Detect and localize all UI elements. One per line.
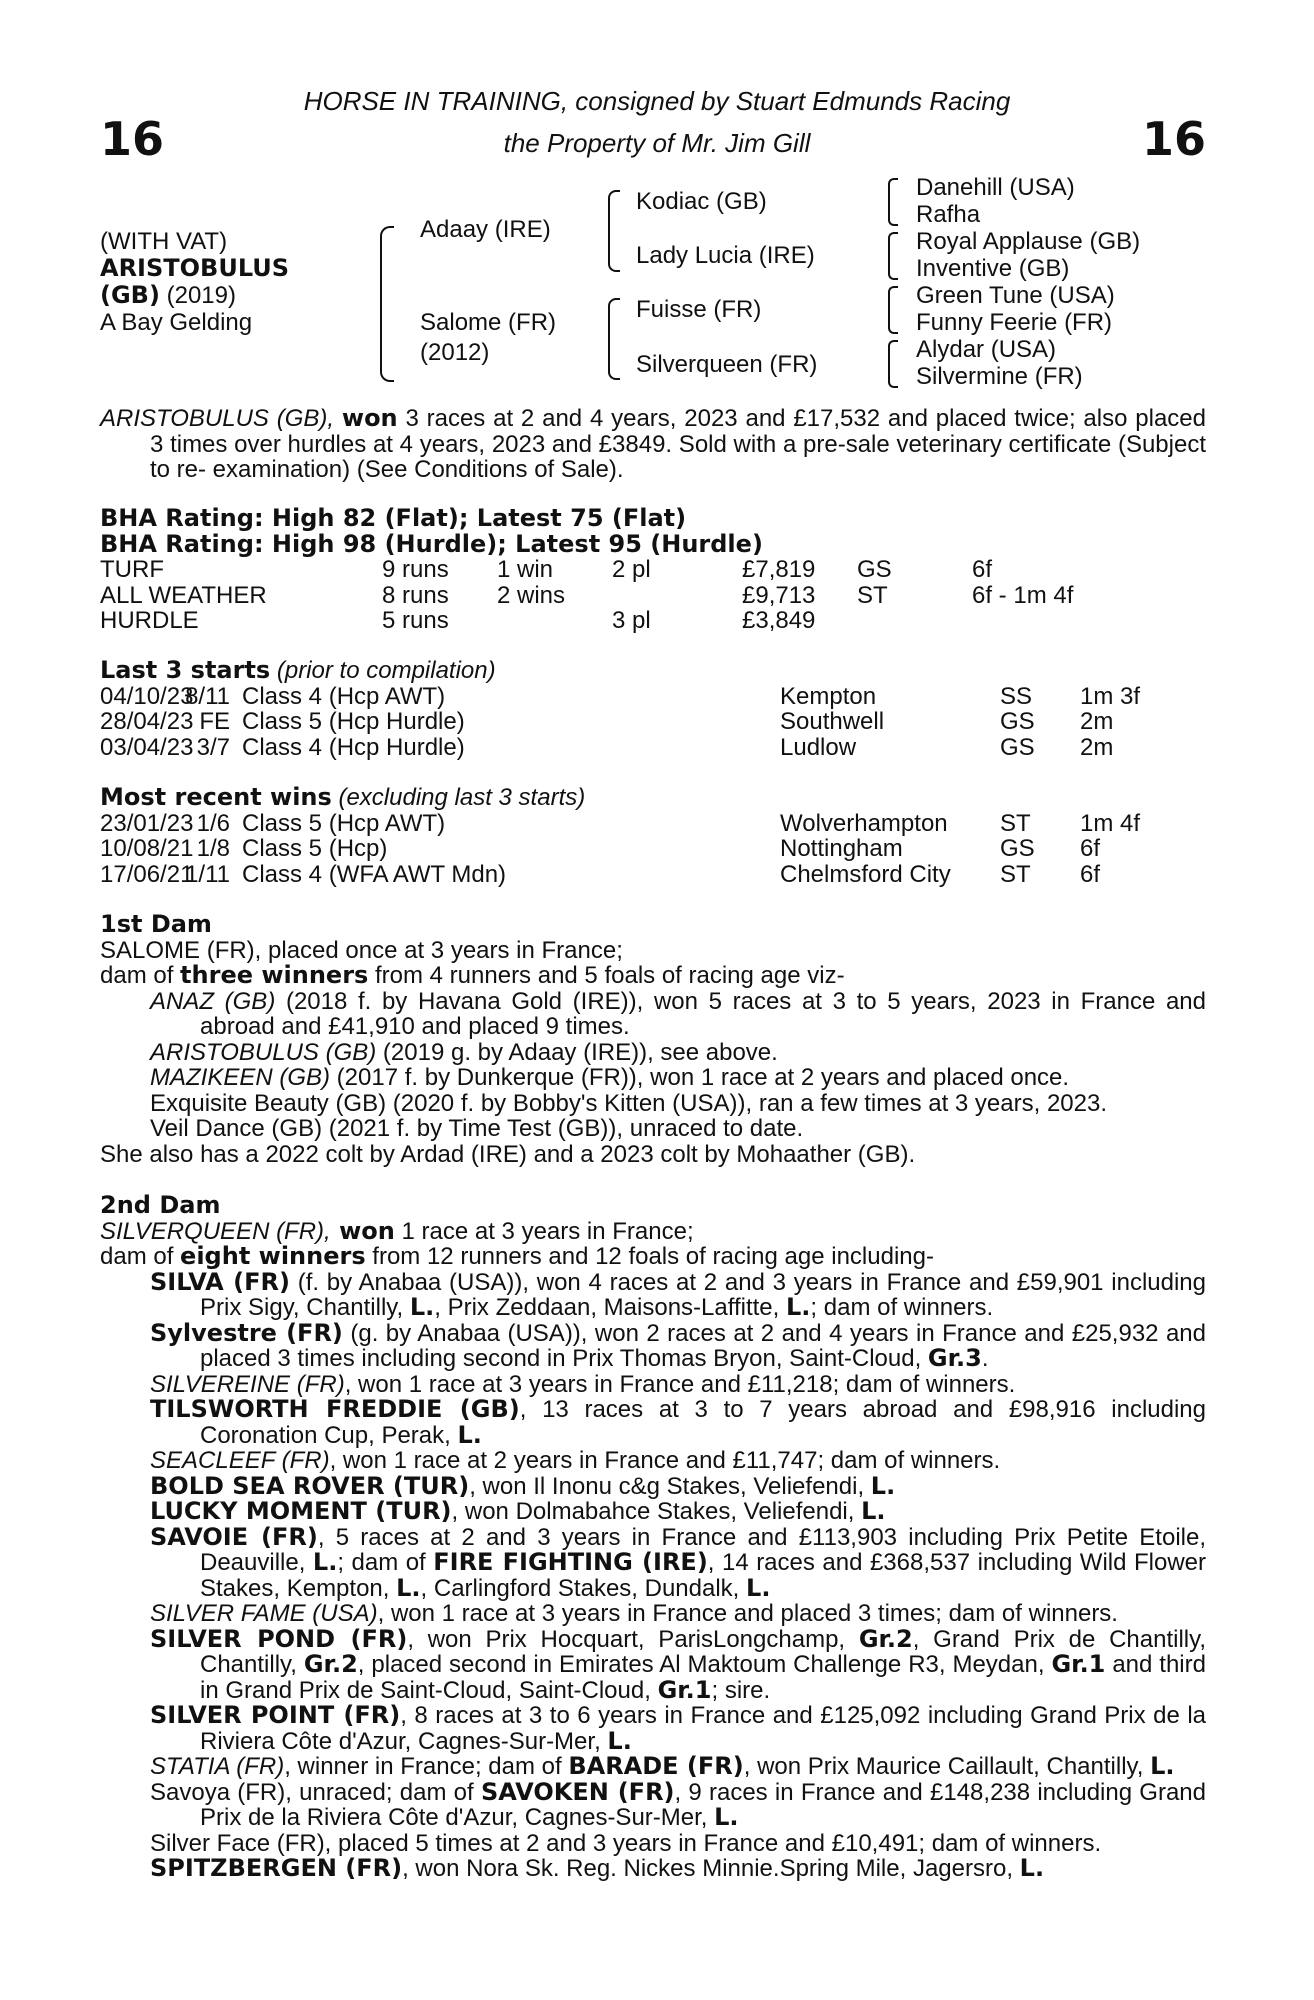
ratings-row: HURDLE 5 runs 3 pl £3,849 bbox=[100, 607, 816, 634]
offspring-item: LUCKY MOMENT (TUR), won Dolmabahce Stakes, Veliefendi, L. bbox=[150, 1497, 886, 1525]
second-dam-line: SILVERQUEEN (FR), won 1 race at 3 years in France; bbox=[100, 1216, 694, 1245]
pedigree-brace-g2 bbox=[888, 232, 898, 280]
pedigree-g2: Rafha bbox=[916, 201, 981, 228]
offspring-item: ANAZ (GB) (2018 f. by Havana Gold (IRE)), won 5 races at 3 to 5 years, 2023 in France and abroad and £41,910 and placed 9 times. bbox=[150, 987, 1206, 1040]
offspring-item: Silver Face (FR), placed 5 times at 2 and 3 years in France and £10,491; dam of winners. bbox=[150, 1829, 1102, 1857]
horse-year: (2019) bbox=[159, 282, 236, 309]
second-dam-offspring bbox=[100, 1267, 1207, 1398]
first-dam-note: She also has a 2022 colt by Ardad (IRE) and a 2023 colt by Mohaather (GB). bbox=[100, 1140, 916, 1168]
pedigree-g8: Silvermine (FR) bbox=[916, 363, 1083, 390]
last-3-starts: Last 3 starts (prior to compilation) 04/10/23 8/11 Class 4 (Hcp AWT) Kempton SS 1m 3f 28/04/23 FE Class 5 (Hcp Hurdle) Southwell GS 2m 03/04/23 3/7 Class 4 (Hcp Hurdle) Ludlow GS 2m bbox=[100, 658, 1206, 760]
pedigree-sire: Adaay (IRE) bbox=[420, 216, 551, 243]
grand-offspring bbox=[100, 1856, 1206, 1882]
bha-rating-flat: BHA Rating: High 82 (Flat); Latest 75 (Flat) bbox=[100, 504, 687, 532]
most-recent-wins: Most recent wins (excluding last 3 starts) 23/01/23 1/6 Class 5 (Hcp AWT) Wolverhampton ST 1m 4f 10/08/21 1/8 Class 5 (Hcp) Nottingham GS 6f 17/06/21 1/11 Class 4 (WFA AWT Mdn) Chelmsford City ST 6f bbox=[100, 785, 1206, 887]
second-dam bbox=[100, 1193, 1206, 1882]
win-row: 10/08/21 1/8 Class 5 (Hcp) Nottingham GS 6f bbox=[100, 835, 1101, 862]
offspring-item: TILSWORTH FREDDIE (GB), 13 races at 3 to 7 years abroad and £98,916 including Coronation Cup, Perak, L. bbox=[150, 1395, 1206, 1449]
bha-rating-hurdle: BHA Rating: High 98 (Hurdle); Latest 95 (Hurdle) bbox=[100, 529, 763, 558]
offspring-item: Veil Dance (GB) (2021 f. by Time Test (GB)), unraced to date. bbox=[150, 1115, 804, 1142]
recent-wins-title: Most recent wins bbox=[100, 783, 332, 811]
start-row: 04/10/23 8/11 Class 4 (Hcp AWT) Kempton SS 1m 3f bbox=[100, 682, 1141, 710]
pedigree-g3: Royal Applause (GB) bbox=[916, 228, 1141, 255]
pedigree-brace-g1 bbox=[888, 178, 898, 226]
second-dam-title: 2nd Dam bbox=[100, 1191, 221, 1219]
lot-number-right: 16 bbox=[1141, 112, 1206, 166]
pedigree-g5: Green Tune (USA) bbox=[916, 282, 1115, 309]
last-3-title: Last 3 starts bbox=[100, 656, 271, 684]
horse-identity bbox=[100, 228, 289, 336]
offspring-list bbox=[100, 989, 1206, 1142]
vat-note: (WITH VAT) bbox=[100, 228, 228, 255]
win-row: 23/01/23 1/6 Class 5 (Hcp AWT) Wolverhampton ST 1m 4f bbox=[100, 809, 1141, 837]
win-row: 17/06/21 1/11 Class 4 (WFA AWT Mdn) Chelmsford City ST 6f bbox=[100, 860, 1101, 888]
lot-number-left: 16 bbox=[100, 112, 165, 166]
first-dam-line: SALOME (FR), placed once at 3 years in France; bbox=[100, 936, 623, 964]
pedigree-dam: Salome (FR) bbox=[420, 309, 557, 336]
pedigree-brace-main bbox=[380, 226, 394, 382]
pedigree-sire-sire: Kodiac (GB) bbox=[636, 188, 767, 215]
pedigree-dam-year: (2012) bbox=[420, 339, 490, 366]
offspring-item: SILVER FAME (USA), won 1 race at 3 years in France and placed 3 times; dam of winners. bbox=[150, 1600, 1118, 1627]
offspring-item: SILVER POND (FR), won Prix Hocquart, ParisLongchamp, Gr.2, Grand Prix de Chantilly, Chantilly, Gr.2, placed second in Emirates Al Maktoum Challenge R3, Meydan, Gr.1 and third in Grand Prix de Saint-Cloud, Saint-Cloud, Gr.1; sire. bbox=[150, 1624, 1206, 1704]
pedigree-brace-g4 bbox=[888, 340, 898, 388]
pedigree-sire-dam: Lady Lucia (IRE) bbox=[636, 242, 815, 269]
offspring-item: Sylvestre (FR) (g. by Anabaa (USA)), won 2 races at 2 and 4 years in France and £25,932 and placed 3 times including second in Prix Thomas Bryon, Saint-Cloud, Gr.3. bbox=[150, 1318, 1207, 1372]
pedigree-g6: Funny Feerie (FR) bbox=[916, 309, 1113, 336]
pedigree-brace-sire bbox=[608, 190, 620, 272]
race-summary: ARISTOBULUS (GB), won 3 races at 2 and 4 years, 2023 and £17,532 and placed twice; also placed 3 times over hurdles at 4 years, 2023 and £3849. Sold with a pre-sale veterinary certificate (Subject to re- examination) (See Conditions of Sale). bbox=[100, 404, 1206, 483]
pedigree-brace-dam bbox=[608, 298, 620, 380]
first-dam-title: 1st Dam bbox=[100, 910, 212, 938]
first-dam-produce: dam of three winners from 4 runners and 5 foals of racing age viz- bbox=[100, 961, 845, 989]
offspring-item: SEACLEEF (FR), won 1 race at 2 years in France and £11,747; dam of winners. bbox=[150, 1447, 1001, 1474]
second-dam-produce: dam of eight winners from 12 runners and 12 foals of racing age including- bbox=[100, 1242, 934, 1270]
horse-name: ARISTOBULUS bbox=[100, 254, 290, 282]
offspring-item: SILVEREINE (FR), won 1 race at 3 years in France and £11,218; dam of winners. bbox=[150, 1370, 1016, 1398]
offspring-item: SILVA (FR) (f. by Anabaa (USA)), won 4 races at 2 and 3 years in France and £59,901 including Prix Sigy, Chantilly, L., Prix Zeddaan, Maisons-Laffitte, L.; dam of winners. bbox=[150, 1267, 1207, 1321]
horse-description: A Bay Gelding bbox=[100, 309, 253, 336]
offspring-item: STATIA (FR), winner in France; dam of BARADE (FR), won Prix Maurice Caillault, Chantilly, L. bbox=[150, 1752, 1175, 1780]
header-consignor: HORSE IN TRAINING, consigned by Stuart Edmunds Racing bbox=[303, 86, 1011, 116]
offspring-item: ARISTOBULUS (GB) (2019 g. by Adaay (IRE)), see above. bbox=[150, 1038, 778, 1066]
header-property: the Property of Mr. Jim Gill bbox=[503, 128, 811, 158]
pedigree-dam-sire: Fuisse (FR) bbox=[636, 296, 762, 323]
grand-offspring bbox=[100, 1471, 1207, 1602]
grand-offspring bbox=[100, 1624, 1206, 1831]
start-row: 28/04/23 FE Class 5 (Hcp Hurdle) Southwell GS 2m bbox=[100, 708, 1114, 735]
pedigree-dam-dam: Silverqueen (FR) bbox=[636, 351, 818, 378]
offspring-item: Savoya (FR), unraced; dam of SAVOKEN (FR), 9 races in France and £148,238 including Grand Prix de la Riviera Côte d'Azur, Cagnes-Sur-Mer, L. bbox=[150, 1777, 1206, 1831]
pedigree-g1: Danehill (USA) bbox=[916, 174, 1075, 201]
start-row: 03/04/23 3/7 Class 4 (Hcp Hurdle) Ludlow GS 2m bbox=[100, 733, 1114, 761]
pedigree-brace-g3 bbox=[888, 286, 898, 334]
horse-country: (GB) bbox=[100, 281, 160, 309]
pedigree-g7: Alydar (USA) bbox=[916, 336, 1057, 363]
pedigree-g4: Inventive (GB) bbox=[916, 255, 1070, 282]
offspring-item: BOLD SEA ROVER (TUR), won Il Inonu c&g Stakes, Veliefendi, L. bbox=[150, 1471, 896, 1500]
ratings-row: TURF 9 runs 1 win 2 pl £7,819 GS 6f bbox=[100, 556, 993, 583]
ratings-block bbox=[100, 506, 1206, 634]
offspring-item: MAZIKEEN (GB) (2017 f. by Dunkerque (FR)), won 1 race at 2 years and placed once. bbox=[150, 1064, 1070, 1091]
offspring-item: SILVER POINT (FR), 8 races at 3 to 6 years in France and £125,092 including Grand Prix de la Riviera Côte d'Azur, Cagnes-Sur-Mer, L. bbox=[150, 1701, 1206, 1755]
offspring-item: Exquisite Beauty (GB) (2020 f. by Bobby's Kitten (USA)), ran a few times at 3 years, 2023. bbox=[150, 1089, 1108, 1117]
offspring-item: SPITZBERGEN (FR), won Nora Sk. Reg. Nickes Minnie.Spring Mile, Jagersro, L. bbox=[150, 1854, 1045, 1882]
first-dam bbox=[100, 912, 1206, 1167]
grand-offspring bbox=[100, 1397, 1206, 1448]
ratings-row: ALL WEATHER 8 runs 2 wins £9,713 ST 6f - 1m 4f bbox=[100, 581, 1074, 609]
offspring-item: SAVOIE (FR), 5 races at 2 and 3 years in France and £113,903 including Prix Petite Etoile, Deauville, L.; dam of FIRE FIGHTING (IRE), 14 races and £368,537 including Wild Flower Stakes, Kempton, L., Carlingford Stakes, Dundalk, L. bbox=[150, 1522, 1207, 1602]
